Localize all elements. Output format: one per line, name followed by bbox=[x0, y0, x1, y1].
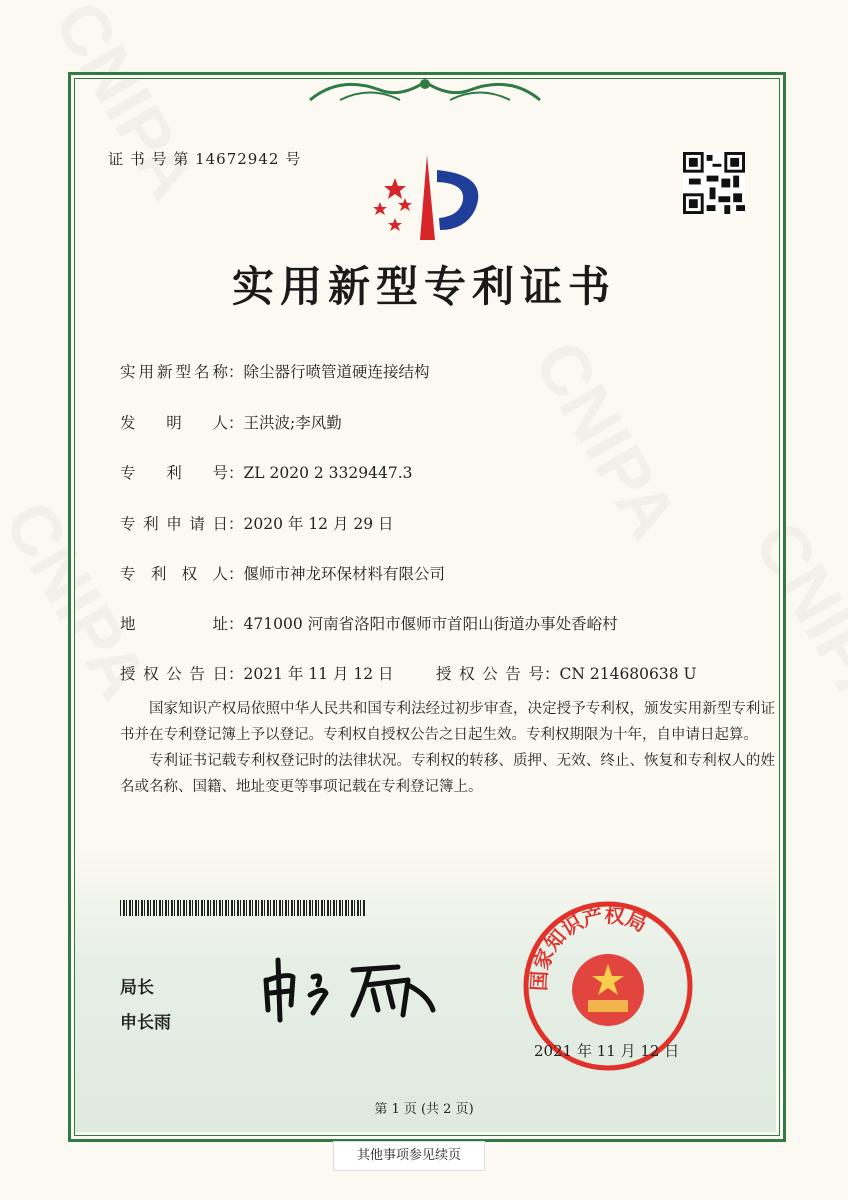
field-label: 发明人 bbox=[120, 414, 228, 432]
field-value: 2020 年 12 月 29 日 bbox=[243, 515, 394, 533]
field-patent-number bbox=[120, 461, 413, 483]
field-application-date bbox=[120, 512, 394, 534]
director-title: 局长 bbox=[120, 978, 154, 998]
field-value: CN 214680638 U bbox=[559, 665, 697, 683]
field-value: 2021 年 11 月 12 日 bbox=[243, 665, 394, 683]
colon: ： bbox=[228, 464, 244, 482]
page-title: 实用新型专利证书 bbox=[231, 262, 616, 311]
colon: ： bbox=[228, 665, 244, 683]
seal-date: 2021 年 11 月 12 日 bbox=[534, 1042, 680, 1060]
field-address bbox=[120, 612, 618, 634]
field-grant-date bbox=[120, 662, 394, 684]
certificate-number: 证 书 号 第 14672942 号 bbox=[108, 150, 302, 168]
field-utility-model-name bbox=[120, 360, 430, 382]
colon: ： bbox=[228, 515, 244, 533]
field-patentee bbox=[120, 562, 445, 584]
field-label: 专利号 bbox=[120, 464, 228, 482]
director-name: 申长雨 bbox=[120, 1013, 171, 1033]
field-label: 授权公告日 bbox=[120, 665, 228, 683]
field-label: 实用新型名称 bbox=[120, 363, 228, 381]
field-value: ZL 2020 2 3329447.3 bbox=[243, 464, 413, 482]
colon: ： bbox=[544, 665, 560, 683]
continued-note: 其他事项参见续页 bbox=[333, 1141, 485, 1171]
paragraph: 国家知识产权局依照中华人民共和国专利法经过初步审查，决定授予专利权，颁发实用新型专利证书并在专利登记簿上予以登记。专利权自授权公告之日起生效。专利权期限为十年，自申请日起算。 bbox=[120, 701, 775, 743]
page-indicator: 第 1 页 (共 2 页) bbox=[374, 1102, 474, 1117]
field-announcement-number bbox=[436, 662, 697, 684]
colon: ： bbox=[228, 565, 244, 583]
field-value: 471000 河南省洛阳市偃师市首阳山街道办事处香峪村 bbox=[243, 615, 618, 633]
paragraph: 专利证书记载专利权登记时的法律状况。专利权的转移、质押、无效、终止、恢复和专利权人的姓名或名称、国籍、地址变更等事项记载在专利登记簿上。 bbox=[120, 753, 775, 795]
ornament-icon bbox=[300, 70, 550, 110]
field-value: 除尘器行喷管道硬连接结构 bbox=[243, 363, 430, 381]
cnipa-logo bbox=[365, 150, 490, 245]
field-label: 授权公告号 bbox=[436, 665, 544, 683]
certificate-statement bbox=[120, 696, 775, 800]
field-label: 专利申请日 bbox=[120, 515, 228, 533]
field-label: 地址 bbox=[120, 615, 228, 633]
barcode bbox=[120, 900, 365, 916]
colon: ： bbox=[228, 414, 244, 432]
signature bbox=[258, 955, 438, 1025]
seal-text: 国家知识产权局 bbox=[526, 902, 651, 992]
field-value: 偃师市神龙环保材料有限公司 bbox=[243, 565, 446, 583]
field-label: 专利权人 bbox=[120, 565, 228, 583]
field-value: 王洪波;李风勤 bbox=[243, 414, 342, 432]
qr-code bbox=[683, 152, 745, 214]
colon: ： bbox=[228, 363, 244, 381]
field-inventors bbox=[120, 411, 342, 433]
colon: ： bbox=[228, 615, 244, 633]
